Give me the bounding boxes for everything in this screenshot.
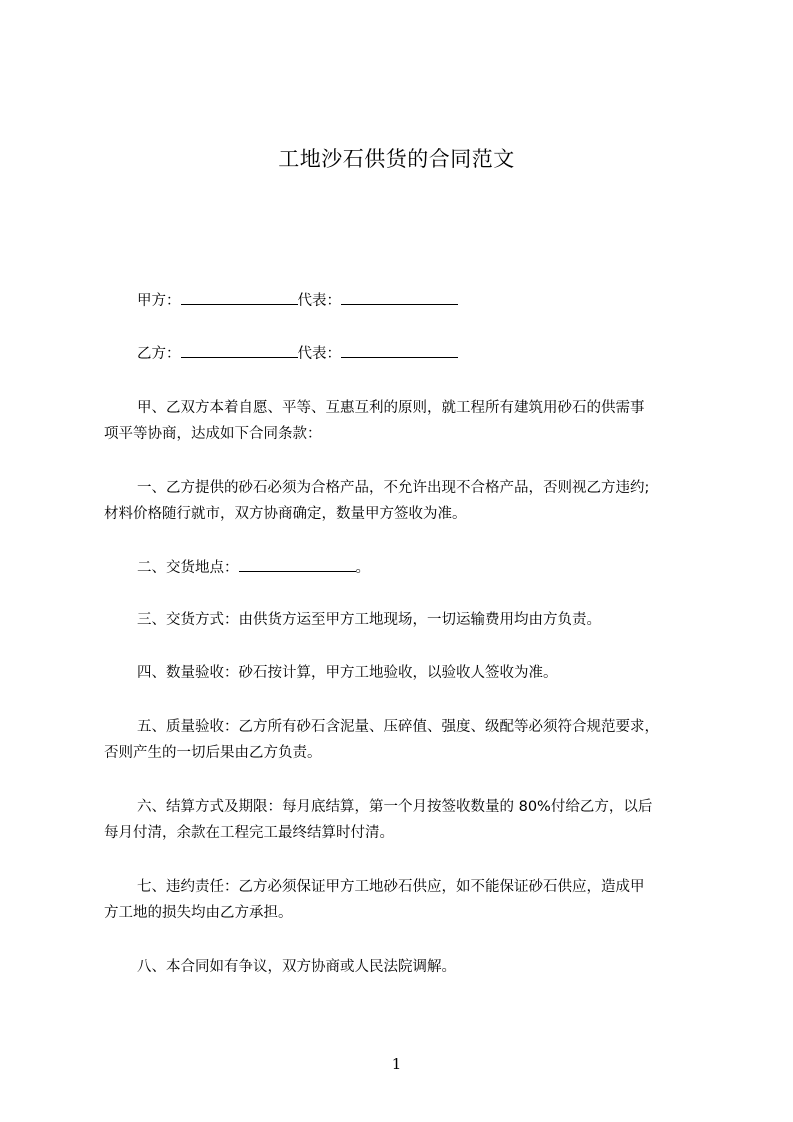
clause-6-line-1: 六、结算方式及期限：每月底结算，第一个月按签收数量的 80%付给乙方，以后 xyxy=(137,799,653,815)
intro-line-1: 甲、乙双方本着自愿、平等、互惠互利的原则，就工程所有建筑用砂石的供需事 xyxy=(137,400,645,416)
clause-1-line-2: 材料价格随行就市，双方协商确定，数量甲方签收为准。 xyxy=(104,506,467,522)
document-title: 工地沙石供货的合同范文 xyxy=(278,147,515,171)
party-b-line xyxy=(104,341,704,367)
clause-2-line xyxy=(104,555,704,581)
clause-2-label: 二、交货地点： xyxy=(137,560,239,576)
clause-2-end: 。 xyxy=(355,560,370,576)
delivery-location-blank xyxy=(239,556,356,572)
party-b-name-blank xyxy=(181,342,298,358)
intro-line-2: 项平等协商，达成如下合同条款： xyxy=(104,426,322,442)
clause-5-line-2: 否则产生的一切后果由乙方负责。 xyxy=(104,745,322,761)
clause-6-line-2: 每月付清，余款在工程完工最终结算时付清。 xyxy=(104,825,394,841)
party-b-label: 乙方： xyxy=(137,346,181,362)
clause-4: 四、数量验收：砂石按计算，甲方工地验收，以验收人签收为准。 xyxy=(137,665,558,681)
clause-7-line-2: 方工地的损失均由乙方承担。 xyxy=(104,905,293,921)
clause-5-line-1: 五、质量验收：乙方所有砂石含泥量、压碎值、强度、级配等必须符合规范要求， xyxy=(137,719,659,735)
page-number: 1 xyxy=(391,1055,402,1073)
clause-8: 八、本合同如有争议，双方协商或人民法院调解。 xyxy=(137,959,456,975)
party-a-rep-label: 代表： xyxy=(297,293,341,309)
party-b-rep-blank xyxy=(341,342,458,358)
party-a-label: 甲方： xyxy=(137,293,181,309)
party-a-name-blank xyxy=(181,289,298,305)
party-a-rep-blank xyxy=(341,289,458,305)
clause-1-line-1: 一、乙方提供的砂石必须为合格产品，不允许出现不合格产品，否则视乙方违约; xyxy=(137,480,650,496)
clause-7-line-1: 七、违约责任：乙方必须保证甲方工地砂石供应，如不能保证砂石供应，造成甲 xyxy=(137,879,645,895)
party-a-line xyxy=(104,288,704,314)
party-b-rep-label: 代表： xyxy=(297,346,341,362)
clause-3: 三、交货方式：由供货方运至甲方工地现场，一切运输费用均由方负责。 xyxy=(137,612,601,628)
